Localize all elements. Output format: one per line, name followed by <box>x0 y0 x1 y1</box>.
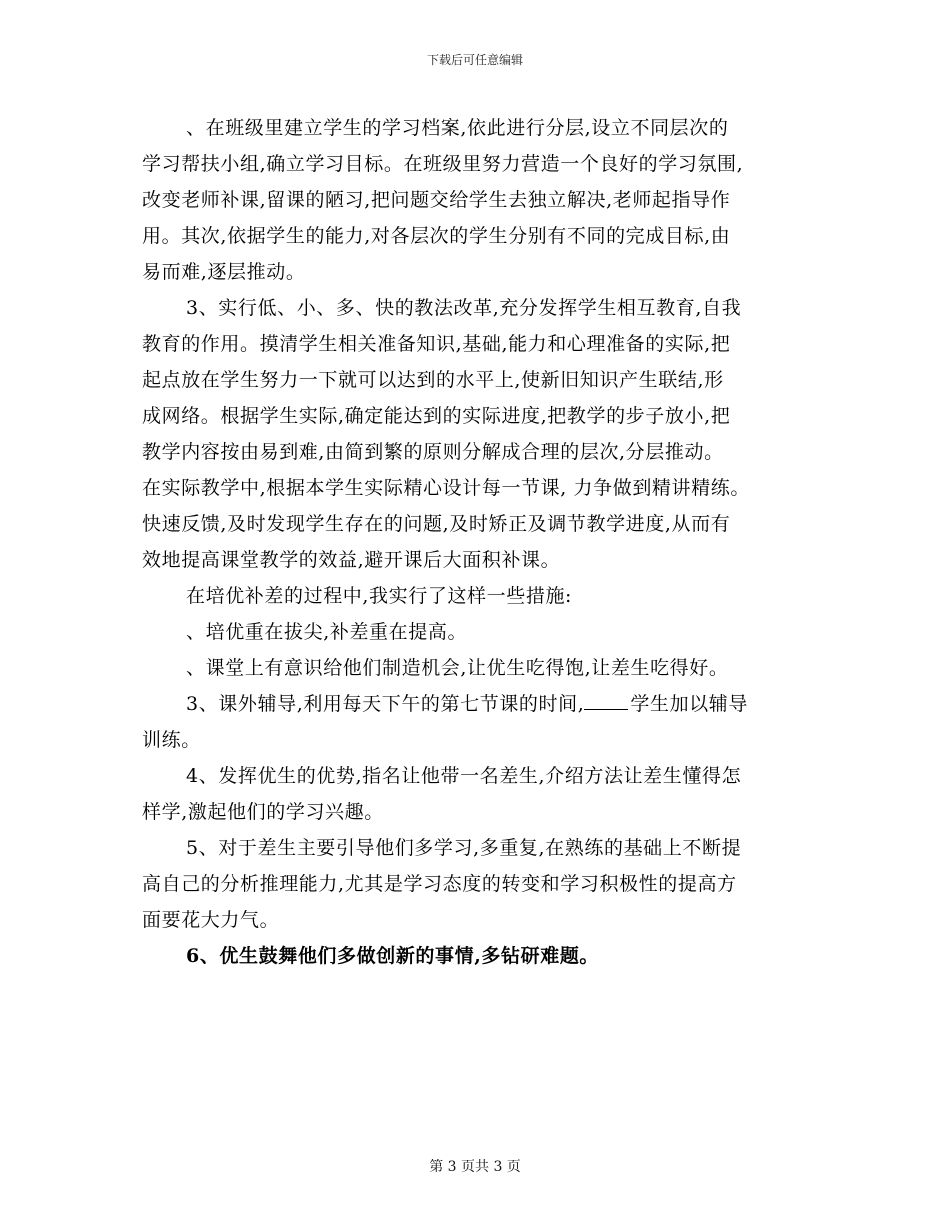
page-number: 第 3 页共 3 页 <box>429 1159 521 1175</box>
paragraph-line: 用。其次,依据学生的能力,对各层次的学生分别有不同的完成目标,由 <box>142 225 731 247</box>
paragraph-line: 起点放在学生努力一下就可以达到的水平上,使新旧知识产生联结,形 <box>142 369 724 391</box>
paragraph-line: 快速反馈,及时发现学生存在的问题,及时矫正及调节教学进度,从而有 <box>142 513 731 535</box>
paragraph-line: 教育的作用。摸清学生相关准备知识,基础,能力和心理准备的实际,把 <box>142 333 731 355</box>
paragraph-line: 训练。 <box>142 729 201 751</box>
paragraph-line: 、培优重在拔尖,补差重在提高。 <box>186 621 468 643</box>
paragraph-line: 、课堂上有意识给他们制造机会,让优生吃得饱,让差生吃得好。 <box>186 657 729 679</box>
document-body <box>142 110 810 974</box>
blank-prefix-text: 3、课外辅导,利用每天下午的第七节课的时间, <box>186 693 585 715</box>
fill-in-blank <box>584 689 628 710</box>
paragraph-line: 学习帮扶小组,确立学习目标。在班级里努力营造一个良好的学习氛围, <box>142 153 744 175</box>
paragraph-line-bold: 6、优生鼓舞他们多做创新的事情,多钻研难题。 <box>186 945 600 967</box>
page-header: 下载后可任意编辑 <box>426 53 523 67</box>
paragraph-line: 易而难,逐层推动。 <box>142 261 306 283</box>
paragraph-line: 3、实行低、小、多、快的教法改革,充分发挥学生相互教育,自我 <box>186 297 742 319</box>
paragraph-line: 效地提高课堂教学的效益,避开课后大面积补课。 <box>142 549 561 571</box>
paragraph-line: 面要花大力气。 <box>142 909 280 931</box>
paragraph-line: 成网络。根据学生实际,确定能达到的实际进度,把教学的步子放小,把 <box>142 405 731 427</box>
paragraph-line: 教学内容按由易到难,由简到繁的原则分解成合理的层次,分层推动。 <box>142 441 724 463</box>
blank-suffix-text: 学生加以辅导 <box>630 693 748 715</box>
paragraph-line: 高自己的分析推理能力,尤其是学习态度的转变和学习积极性的提高方 <box>142 873 737 895</box>
paragraph-line: 样学,激起他们的学习兴趣。 <box>142 801 384 823</box>
paragraph-line: 5、对于差生主要引导他们多学习,多重复,在熟练的基础上不断提 <box>186 837 742 859</box>
paragraph-line: 改变老师补课,留课的陋习,把问题交给学生去独立解决,老师起指导作 <box>142 189 731 211</box>
paragraph-line: 、在班级里建立学生的学习档案,依此进行分层,设立不同层次的 <box>186 117 729 139</box>
paragraph-line: 在实际教学中,根据本学生实际精心设计每一节课, 力争做到精讲精练。 <box>142 477 750 499</box>
paragraph-line: 4、发挥优生的优势,指名让他带一名差生,介绍方法让差生懂得怎 <box>186 765 742 787</box>
paragraph-line: 在培优补差的过程中,我实行了这样一些措施: <box>186 585 573 607</box>
paragraph-line-with-blank <box>142 686 810 722</box>
